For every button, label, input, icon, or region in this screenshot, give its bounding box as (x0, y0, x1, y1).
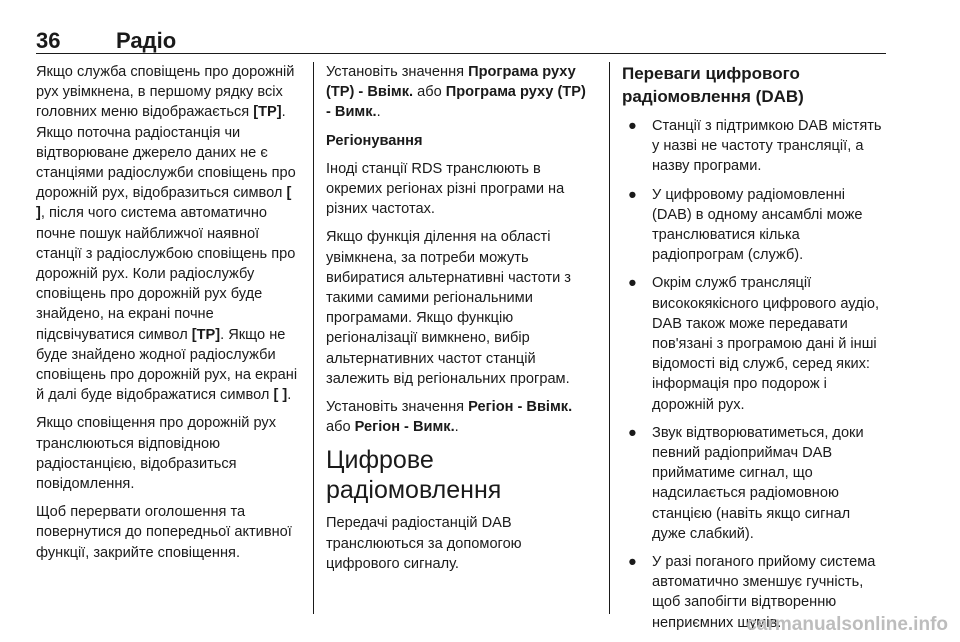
bold-term: Програма руху (TP) - Вимк. (326, 84, 586, 121)
bold-term: Регіон - Вимк. (354, 419, 455, 436)
dab-heading: Цифрове радіомовлення (326, 446, 502, 505)
list-item (622, 116, 888, 177)
watermark: carmanualsonline.info (746, 614, 948, 635)
bullet-icon: ● (628, 554, 637, 571)
region-setting-paragraph: Установіть значення Регіон - Ввімк. або Регіон - Вимк.. (326, 399, 573, 436)
bullet-icon: ● (628, 275, 637, 292)
regional-heading: Регіонування (326, 132, 423, 149)
list-item (622, 423, 888, 544)
list-item-text: Окрім служб трансляції висококякісного цифрового аудіо, DAB також може передавати пов'язані з програмою дані й інші відомості від служб, серед яких: інформація про подорож і дорожній рух. (652, 275, 880, 413)
bullet-icon: ● (628, 118, 637, 134)
list-item-text: Звук відтворюватиметься, доки певний радіоприймач DAB прийматиме сигнал, що надсилається радіомовною станцією (навіть якщо сигнал дуже слабкий). (652, 424, 864, 542)
bullet-icon: ● (628, 424, 637, 441)
list-item (622, 273, 888, 414)
close-announcement-paragraph: Щоб перервати оголошення та повернутися до попередньої активної функції, закрийте сповіщення. (36, 504, 292, 561)
column-1 (36, 62, 298, 571)
dab-advantages-list (622, 116, 888, 633)
bold-term: [TP] (253, 104, 282, 121)
page-number: 36 (36, 28, 61, 53)
column-divider-2 (609, 62, 610, 614)
header-divider (36, 53, 886, 54)
section-title: Радіо (116, 28, 177, 53)
dab-advantages-heading: Переваги цифрового радіомовлення (DAB) (622, 64, 804, 106)
list-item-text: У разі поганого прийому система автоматично зменшує гучність, щоб запобігти відтворенню неприємних шумів. (652, 554, 876, 631)
bullet-icon: ● (628, 186, 637, 203)
list-item-text: У цифровому радіомовленні (DAB) в одному ансамблі може транслюватися кілька радіопрограм (служб). (652, 186, 863, 264)
announcement-paragraph: Якщо сповіщення про дорожній рух транслюються відповідною радіостанцією, відобразиться повідомлення. (36, 415, 276, 493)
tp-setting-paragraph: Установіть значення Програма руху (TP) - Ввімк. або Програма руху (TP) - Вимк.. (326, 64, 586, 121)
rds-regional-paragraph: Іноді станції RDS транслюють в окремих регіонах різні програми на різних частотах. (326, 160, 565, 218)
bold-term: [ ] (36, 185, 292, 222)
list-item-text: Станції з підтримкою DAB містять у назві не частоту трансляції, а назву програми. (652, 118, 882, 175)
bold-term: Програма руху (TP) - Ввімк. (326, 64, 576, 101)
bold-term: Регіон - Ввімк. (468, 399, 573, 416)
bold-term: [ ] (273, 387, 288, 404)
traffic-announcement-paragraph: Якщо служба сповіщень про дорожній рух увімкнена, в першому рядку всіх головних меню відображається [TP]. Якщо поточна радіостанція чи відтворюване джерело даних не є станціями радіослужби сповіщень про дорожній рух, відобразиться символ [ ], після чого система автоматично почне пошук найближчої наявної станції з радіослужбою сповіщень про дорожній рух. Коли радіослужбу сповіщень про дорожній рух буде знайдено, на екрані почне підсвічуватися символ [TP]. Якщо не буде знайдено жодної радіослужби сповіщень про дорожній рух, на екрані й далі буде відображатися символ [ ]. (36, 64, 298, 404)
column-divider-1 (313, 62, 314, 614)
list-item (622, 185, 888, 266)
bold-term: [TP] (191, 326, 221, 343)
dab-intro-paragraph: Передачі радіостанцій DAB транслюються за допомогою цифрового сигналу. (326, 515, 522, 572)
page-header (36, 28, 886, 52)
column-2 (326, 62, 588, 582)
column-3 (622, 62, 888, 641)
regionalisation-paragraph: Якщо функція ділення на області увімкнена, за потреби можуть вибиратися альтернативні частоти з такими самими регіональними програмами. Якщо функцію регіоналізації вимкнено, вибір альтернативних частот станцій залежить від регіональних програм. (326, 229, 571, 387)
